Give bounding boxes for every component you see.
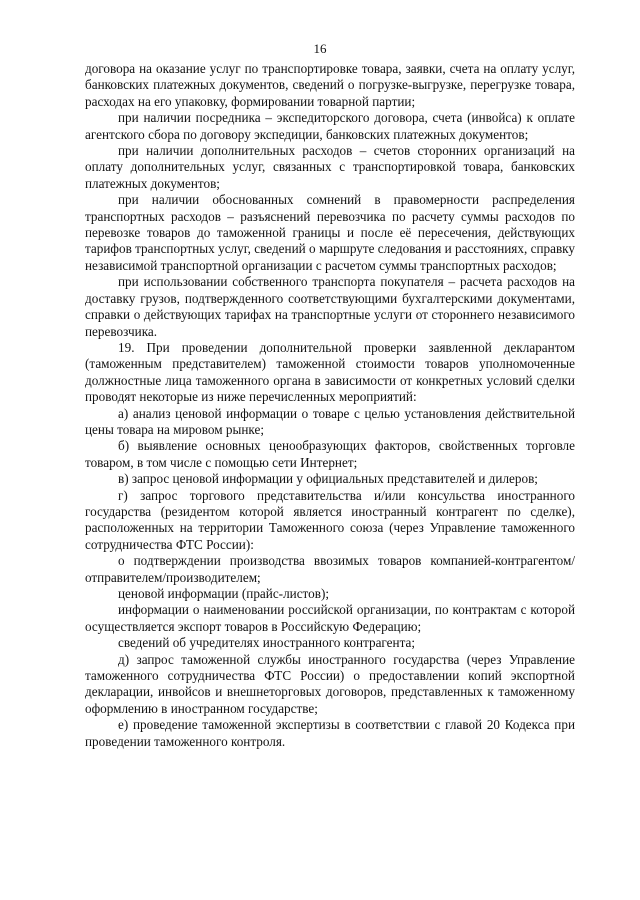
paragraph-transport-contract-docs: договора на оказание услуг по транспортировке товара, заявки, счета на оплату услуг, банковских платежных документов, сведений о погрузке-выгрузке, перегрузке товара, расходах на его упаковку, формировании товарной партии; bbox=[85, 61, 575, 109]
paragraph-additional-expenses: при наличии дополнительных расходов – счетов сторонних организаций на оплату дополнительных услуг, связанных с транспортировкой товара, банковских платежных документов; bbox=[85, 143, 575, 191]
paragraph-own-transport: при использовании собственного транспорта покупателя – расчета расходов на доставку грузов, подтвержденного соответствующими бухгалтерскими документами, справки о действующих тарифах на транспортные услуги от стороннего независимого перевозчика. bbox=[85, 274, 575, 339]
list-item-g: г) запрос торгового представительства и/или консульства иностранного государства (резидентом которой является иностранный контрагент по сделке), расположенных на территории Таможенного союза (через Управление таможенного сотрудничества ФТС России): bbox=[85, 487, 575, 552]
list-item-d: д) запрос таможенной службы иностранного государства (через Управление таможенного сотрудничества ФТС России) о предоставлении копий экспортной декларации, инвойсов и внешнеторговых договоров, представленных к таможенному оформлению в иностранном государстве; bbox=[85, 651, 575, 716]
sub-item-price-lists: ценовой информации (прайс-листов); bbox=[118, 586, 330, 601]
sub-item-production-confirmation: о подтверждении производства ввозимых товаров компанией-контрагентом/отправителем/производителем; bbox=[85, 553, 575, 585]
list-item-b: б) выявление основных ценообразующих факторов, свойственных торговле товаром, в том числе с помощью сети Интернет; bbox=[85, 438, 575, 470]
document-body bbox=[85, 61, 575, 750]
paragraph-forwarder-docs: при наличии посредника – экспедиторского договора, счета (инвойса) к оплате агентского сбора по договору экспедиции, банковских платежных документов; bbox=[85, 110, 575, 142]
list-item-a: а) анализ ценовой информации о товаре с целью установления действительной цены товара на мировом рынке; bbox=[85, 405, 575, 437]
paragraph-section-19: 19. При проведении дополнительной проверки заявленной декларантом (таможенным представителем) таможенной стоимости товаров уполномоченные должностные лица таможенного органа в зависимости от конкретных условий сделки проводят некоторые из ниже перечисленных мероприятий: bbox=[85, 339, 575, 405]
list-item-e: е) проведение таможенной экспертизы в соответствии с главой 20 Кодекса при проведении таможенного контроля. bbox=[85, 717, 575, 749]
list-item-v: в) запрос ценовой информации у официальных представителей и дилеров; bbox=[118, 471, 538, 487]
page-number: 16 bbox=[313, 41, 327, 56]
sub-item-founders: сведений об учредителях иностранного контрагента; bbox=[118, 635, 416, 651]
paragraph-transport-cost-doubts: при наличии обоснованных сомнений в правомерности распределения транспортных расходов – разъяснений перевозчика по расчету суммы расходов по перевозке товаров до таможенной границы и после её пересечения, действующих тарифов транспортных услуг, сведений о маршруте следования и расстояниях, справку независимой транспортной организации с расчетом суммы транспортных расходов; bbox=[85, 192, 575, 273]
sub-item-russian-organization: информации о наименовании российской организации, по контрактам с которой осуществляется экспорт товаров в Российскую Федерацию; bbox=[85, 602, 575, 634]
